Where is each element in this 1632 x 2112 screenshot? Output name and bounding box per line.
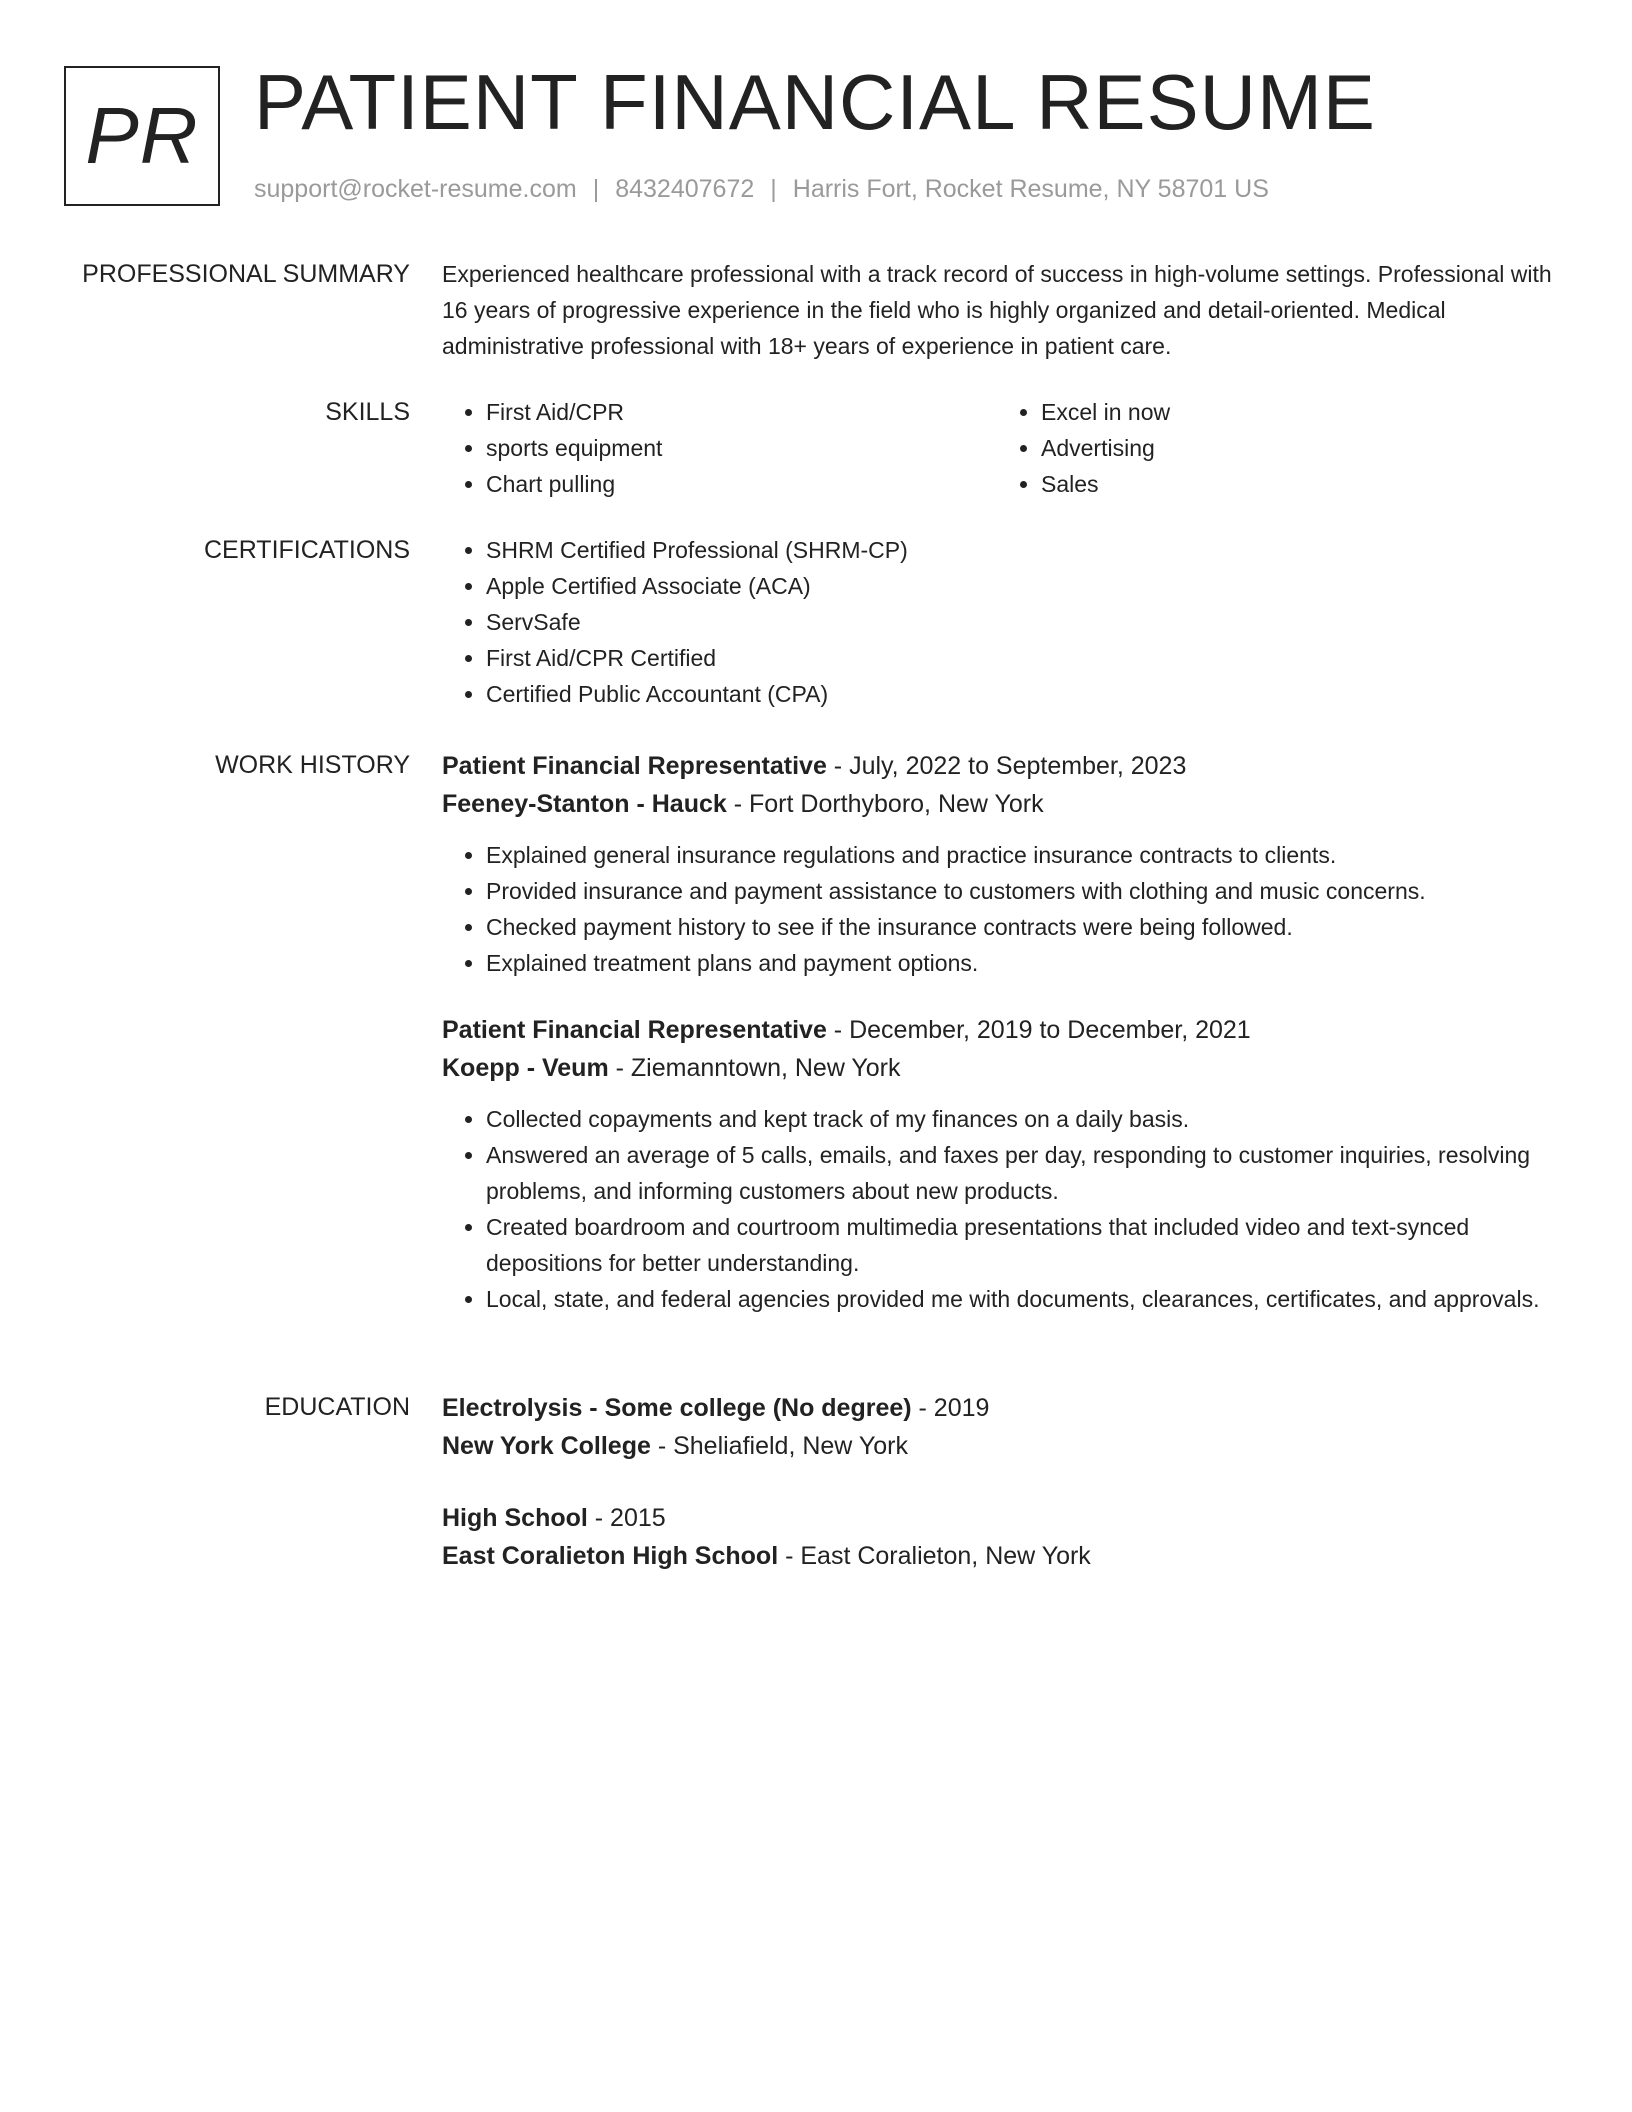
education-body	[442, 1389, 1552, 1609]
certification-item: • First Aid/CPR Certified	[486, 640, 1552, 676]
job-duty-item: • Created boardroom and courtroom multimedia presentations that included video and text-synced depositions for better understanding.	[486, 1209, 1552, 1281]
resume-title: PATIENT FINANCIAL RESUME	[254, 58, 1376, 146]
contact-address: Harris Fort, Rocket Resume, NY 58701 US	[792, 175, 1269, 203]
education-entry	[442, 1499, 1552, 1575]
education-degree-line	[442, 1389, 1552, 1427]
certifications-list	[442, 532, 1552, 712]
job-company: Feeney-Stanton - Hauck	[442, 790, 727, 818]
skills-list-left	[442, 394, 997, 502]
education-school-line	[442, 1537, 1552, 1575]
job-dates: - December, 2019 to December, 2021	[826, 1016, 1251, 1044]
job-dates: - July, 2022 to September, 2023	[826, 752, 1187, 780]
education-label: EDUCATION	[264, 1393, 410, 1421]
job-duties-list	[442, 837, 1552, 981]
summary-text: Experienced healthcare professional with a track record of success in high-volume settings. Professional with 16 years of progressive experience in the field who is highly organized and detail-oriented. Medical administrative professional with 18+ years of experience in patient care.	[442, 261, 1552, 359]
summary-label: PROFESSIONAL SUMMARY	[82, 260, 410, 288]
job-duty-item: • Collected copayments and kept track of my finances on a daily basis.	[486, 1101, 1552, 1137]
job-duty-item: • Local, state, and federal agencies provided me with documents, clearances, certificates, and approvals.	[486, 1281, 1552, 1317]
contact-separator: |	[592, 175, 600, 203]
education-year: - 2019	[911, 1394, 990, 1422]
contact-phone: 8432407672	[615, 175, 755, 203]
contact-line	[254, 174, 1269, 204]
skills-label: SKILLS	[325, 398, 410, 426]
job-location: - Ziemanntown, New York	[608, 1054, 901, 1082]
education-degree: Electrolysis - Some college (No degree)	[442, 1394, 912, 1422]
education-degree: High School	[442, 1504, 588, 1532]
work-history-body	[442, 747, 1552, 1347]
job-title-line	[442, 747, 1552, 785]
certification-item: • Certified Public Accountant (CPA)	[486, 676, 1552, 712]
job-duty-item: • Answered an average of 5 calls, emails, and faxes per day, responding to customer inquiries, resolving problems, and informing customers about new products.	[486, 1137, 1552, 1209]
contact-email: support@rocket-resume.com	[254, 175, 577, 203]
skill-item: • Advertising	[1041, 430, 1552, 466]
job-entry	[442, 747, 1552, 981]
job-company-line	[442, 785, 1552, 823]
education-year: - 2015	[587, 1504, 666, 1532]
job-entry	[442, 1011, 1552, 1317]
skill-item: • sports equipment	[486, 430, 997, 466]
certifications-body	[442, 532, 1552, 712]
job-duty-item: • Checked payment history to see if the insurance contracts were being followed.	[486, 909, 1552, 945]
skills-list-right	[997, 394, 1552, 502]
skill-item: • Excel in now	[1041, 394, 1552, 430]
education-location: - Sheliafield, New York	[650, 1432, 908, 1460]
certification-item: • ServSafe	[486, 604, 1552, 640]
job-title-line	[442, 1011, 1552, 1049]
summary-body	[442, 256, 1552, 364]
skill-item: • Chart pulling	[486, 466, 997, 502]
job-title: Patient Financial Representative	[442, 752, 827, 780]
job-title: Patient Financial Representative	[442, 1016, 827, 1044]
skills-body	[442, 394, 1552, 502]
certifications-label: CERTIFICATIONS	[203, 536, 410, 564]
job-location: - Fort Dorthyboro, New York	[726, 790, 1044, 818]
skill-item: • First Aid/CPR	[486, 394, 997, 430]
job-duties-list	[442, 1101, 1552, 1317]
certification-item: • SHRM Certified Professional (SHRM-CP)	[486, 532, 1552, 568]
skill-item: • Sales	[1041, 466, 1552, 502]
job-duty-item: • Explained general insurance regulations and practice insurance contracts to clients.	[486, 837, 1552, 873]
education-school: New York College	[442, 1432, 651, 1460]
education-school: East Coralieton High School	[442, 1542, 779, 1570]
job-company: Koepp - Veum	[442, 1054, 609, 1082]
certification-item: • Apple Certified Associate (ACA)	[486, 568, 1552, 604]
monogram-box	[64, 66, 220, 206]
job-company-line	[442, 1049, 1552, 1087]
education-entry	[442, 1389, 1552, 1465]
education-degree-line	[442, 1499, 1552, 1537]
contact-separator: |	[770, 175, 777, 203]
education-location: - East Coralieton, New York	[778, 1542, 1091, 1570]
work-history-label: WORK HISTORY	[215, 751, 410, 779]
education-school-line	[442, 1427, 1552, 1465]
monogram-initials: PR	[85, 91, 199, 180]
job-duty-item: • Provided insurance and payment assistance to customers with clothing and music concerns.	[486, 873, 1552, 909]
job-duty-item: • Explained treatment plans and payment options.	[486, 945, 1552, 981]
